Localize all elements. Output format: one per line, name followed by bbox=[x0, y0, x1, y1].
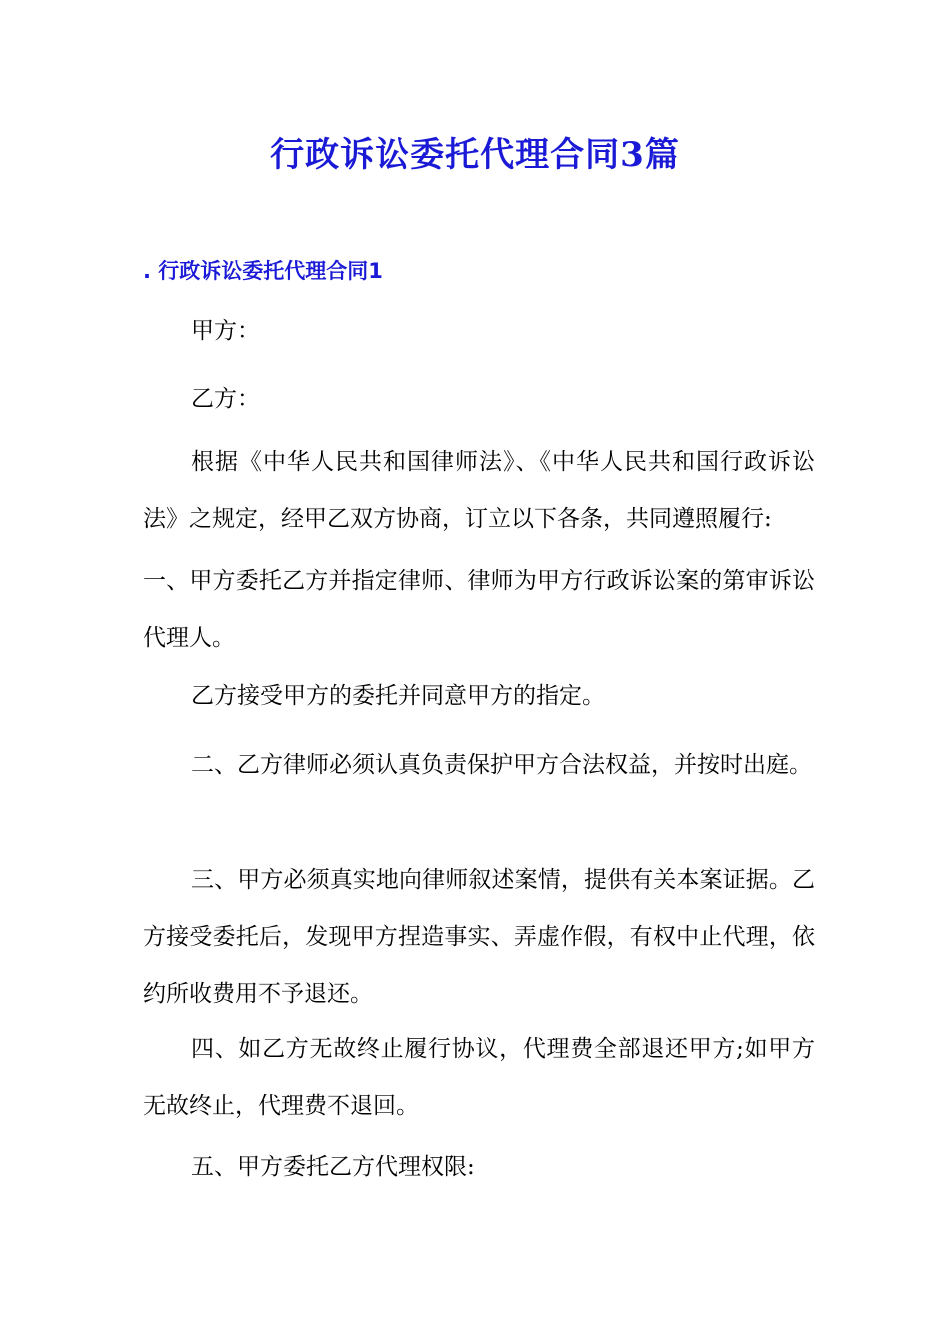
document-title: 行政诉讼委托代理合同3篇 bbox=[270, 135, 680, 175]
clause-4-paragraph: 四、如乙方无故终止履行协议，代理费全部退还甲方;如甲方无故终止，代理费不退回。 bbox=[143, 1036, 815, 1119]
section-heading: . 行政诉讼委托代理合同1 bbox=[143, 259, 383, 283]
party-a-line: 甲方： bbox=[191, 318, 260, 344]
preamble-paragraph: 根据《中华人民共和国律师法》、《中华人民共和国行政诉讼法》之规定，经甲乙双方协商，订立以下各条，共同遵照履行: bbox=[143, 449, 815, 532]
acceptance-paragraph: 乙方接受甲方的委托并同意甲方的指定。 bbox=[191, 683, 605, 709]
clause-3-paragraph: 三、甲方必须真实地向律师叙述案情，提供有关本案证据。乙方接受委托后，发现甲方捏造事实、弄虚作假，有权中止代理，依约所收费用不予退还。 bbox=[143, 867, 815, 1007]
clause-2-paragraph: 二、乙方律师必须认真负责保护甲方合法权益，并按时出庭。 bbox=[191, 752, 812, 778]
clause-1-paragraph: 一、甲方委托乙方并指定律师、律师为甲方行政诉讼案的第审诉讼代理人。 bbox=[143, 568, 815, 651]
party-b-line: 乙方： bbox=[191, 386, 260, 412]
clause-5-paragraph: 五、甲方委托乙方代理权限: bbox=[191, 1154, 475, 1180]
